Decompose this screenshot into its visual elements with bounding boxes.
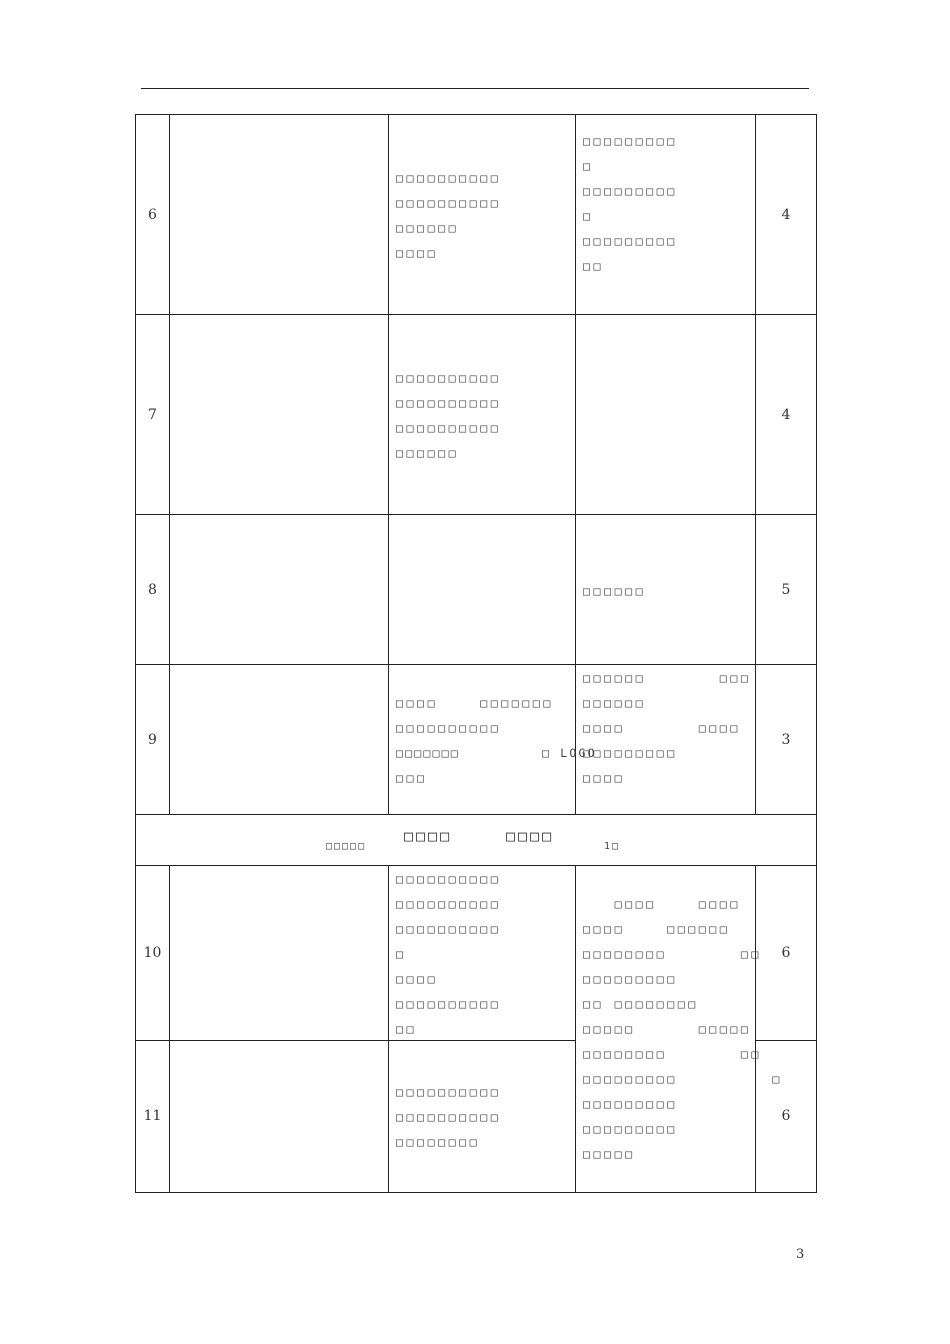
row-content: □□□□□□□□□□ □□□□□□□□□□ □□□□□□ □□□□ <box>396 171 502 260</box>
row-number: 7 <box>148 407 157 423</box>
row-content: □□□□□□□□□□ □□□□□□□□□□ □□□□□□□□□□ □□□□□□ <box>396 371 502 460</box>
column-divider <box>575 865 576 1193</box>
row-number: 11 <box>143 1108 162 1124</box>
table-border-bottom <box>135 1192 817 1193</box>
table-border-left <box>135 114 136 1193</box>
row-hours: 3 <box>781 732 791 748</box>
section-prefix: □□□□□ <box>326 841 367 852</box>
row-number: 10 <box>143 945 162 961</box>
content-line: □□□□ □□□□□□□ <box>396 696 554 710</box>
header-rule <box>141 88 809 89</box>
row-hours: 6 <box>781 945 791 961</box>
row-hours: 6 <box>781 1108 791 1124</box>
content-line: □□□ <box>396 771 428 785</box>
row-divider <box>135 814 817 815</box>
row-divider <box>135 514 817 515</box>
row-number: 8 <box>148 582 157 598</box>
section-title-left: □□□□ <box>404 827 453 845</box>
row-content: □□□□□□□□□□ □□□□□□□□□□ □□□□□□□□□□ □ □□□□ □□□□□□□□□□ □□ <box>396 872 502 1036</box>
column-divider <box>169 865 170 1193</box>
row-requirements: □□□□□□ □□□ □□□□□□ □□□□ □□□□ □□□□□□□□□ □□□□ <box>583 671 752 785</box>
content-line: □□□□□□□ □ LOGO <box>396 746 597 760</box>
row-divider-partial <box>135 1040 576 1041</box>
row-hours: 4 <box>781 207 791 223</box>
row-content: □□□□□□□□□□ □□□□□□□□□□ □□□□□□□□ <box>396 1085 502 1149</box>
row-hours: 5 <box>781 582 791 598</box>
row-divider <box>135 314 817 315</box>
page-number: 3 <box>796 1247 805 1262</box>
content-line: □□□□□□□□□□ <box>396 721 502 735</box>
row-divider <box>135 865 817 866</box>
column-divider <box>388 865 389 1193</box>
row-hours: 4 <box>781 407 791 423</box>
row-requirements: □□□□□□ <box>583 584 647 598</box>
section-title-right: □□□□ <box>506 827 555 845</box>
table-border-top <box>135 114 817 115</box>
table-border-right <box>816 114 817 1193</box>
row-number: 6 <box>148 207 157 223</box>
section-suffix: 1□ <box>604 841 621 852</box>
row-number: 9 <box>148 732 157 748</box>
row-content <box>396 691 597 791</box>
merged-requirements: □□□□ □□□□ □□□□ □□□□□□ □□□□□□□□ □□ □□□□□□□□□ □□ □□□□□□□□ □□□□□ □□□□□ □□□□□□□□ □□ □□□□□□□□□ □ □□□□□□□□□ □□□□□□□□□ □□□□□ <box>583 897 783 1161</box>
column-divider <box>169 114 170 815</box>
row-requirements: □□□□□□□□□ □ □□□□□□□□□ □ □□□□□□□□□ □□ <box>583 134 678 273</box>
row-divider <box>135 664 817 665</box>
column-divider <box>388 114 389 815</box>
